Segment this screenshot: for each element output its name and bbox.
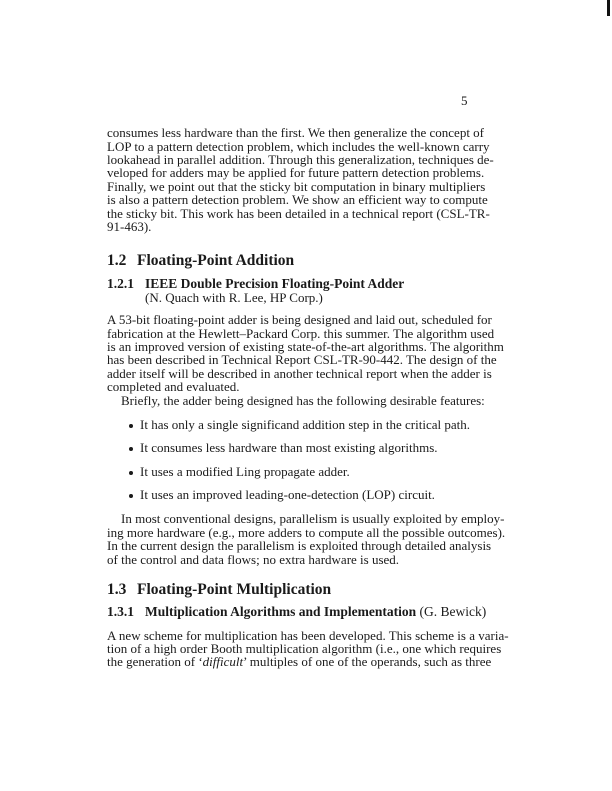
subsection-authors: (N. Quach with R. Lee, HP Corp.) bbox=[145, 290, 323, 305]
subsection-number: 1.2.1 bbox=[107, 276, 134, 291]
list-item bbox=[129, 488, 435, 502]
text-line: of the control and data flows; no extra hardware is used. bbox=[107, 552, 400, 567]
text-line: the sticky bit. This work has been detailed in a technical report (CSL-TR- bbox=[107, 206, 490, 221]
section-number: 1.3 bbox=[107, 581, 127, 598]
bullet-icon bbox=[129, 494, 133, 498]
text-line: has been described in Technical Report CSL-TR-90-442. The design of the bbox=[107, 352, 497, 367]
text-segment: ’ multiples of one of the operands, such as three bbox=[243, 654, 492, 669]
subsection-heading bbox=[107, 604, 486, 620]
text-line: adder itself will be described in another technical report when the adder is bbox=[107, 366, 492, 381]
text-line: lookahead in parallel addition. Through this generalization, techniques de- bbox=[107, 152, 494, 167]
bullet-icon bbox=[129, 471, 133, 475]
text-segment: the generation of ‘ bbox=[107, 654, 203, 669]
section-title: Floating-Point Multiplication bbox=[137, 581, 332, 598]
page-number: 5 bbox=[461, 93, 468, 108]
text-line: consumes less hardware than the first. We then generalize the concept of bbox=[107, 125, 485, 140]
list-item bbox=[129, 418, 470, 432]
list-item-text: It uses a modified Ling propagate adder. bbox=[140, 464, 350, 479]
text-line: A new scheme for multiplication has been developed. This scheme is a varia- bbox=[107, 628, 509, 643]
section-heading bbox=[107, 581, 331, 599]
subsection-title: IEEE Double Precision Floating-Point Adder bbox=[145, 276, 405, 291]
text-line: ing more hardware (e.g., more adders to compute all the possible outcomes). bbox=[107, 525, 506, 540]
text-line: tion of a high order Booth multiplication algorithm (i.e., one which requires bbox=[107, 641, 502, 656]
text-line: Briefly, the adder being designed has the following desirable features: bbox=[121, 393, 485, 408]
bullet-icon bbox=[129, 424, 133, 428]
subsection-title: Multiplication Algorithms and Implementation bbox=[145, 604, 417, 619]
text-line: In the current design the parallelism is exploited through detailed analysis bbox=[107, 538, 492, 553]
list-item bbox=[129, 465, 350, 479]
list-item bbox=[129, 441, 438, 455]
text-line: In most conventional designs, parallelism is usually exploited by employ- bbox=[121, 511, 505, 526]
text-line: completed and evaluated. bbox=[107, 379, 240, 394]
text-line: 91-463). bbox=[107, 219, 152, 234]
text-line: LOP to a pattern detection problem, which includes the well-known carry bbox=[107, 139, 490, 154]
text-line-segment bbox=[107, 655, 243, 669]
subsection-authors: (G. Bewick) bbox=[419, 604, 487, 619]
bullet-icon bbox=[129, 447, 133, 451]
text-line: is also a pattern detection problem. We show an efficient way to compute bbox=[107, 192, 488, 207]
text-line: A 53-bit floating-point adder is being designed and laid out, scheduled for bbox=[107, 312, 492, 327]
text-line: fabrication at the Hewlett–Packard Corp. this summer. The algorithm used bbox=[107, 326, 495, 341]
section-number: 1.2 bbox=[107, 252, 127, 269]
list-item-text: It uses an improved leading-one-detection (LOP) circuit. bbox=[140, 487, 435, 502]
text-line: Finally, we point out that the sticky bit computation in binary multipliers bbox=[107, 179, 486, 194]
list-item-text: It consumes less hardware than most existing algorithms. bbox=[140, 440, 438, 455]
list-item-text: It has only a single significand addition step in the critical path. bbox=[140, 417, 470, 432]
emphasis-text: difficult bbox=[202, 654, 244, 669]
section-title: Floating-Point Addition bbox=[137, 252, 295, 269]
subsection-number: 1.3.1 bbox=[107, 604, 134, 619]
text-line bbox=[107, 654, 492, 669]
section-heading bbox=[107, 252, 294, 270]
text-line: veloped for adders may be applied for future pattern detection problems. bbox=[107, 165, 485, 180]
scan-mark bbox=[607, 0, 610, 16]
text-line: is an improved version of existing state-of-the-art algorithms. The algorithm bbox=[107, 339, 504, 354]
